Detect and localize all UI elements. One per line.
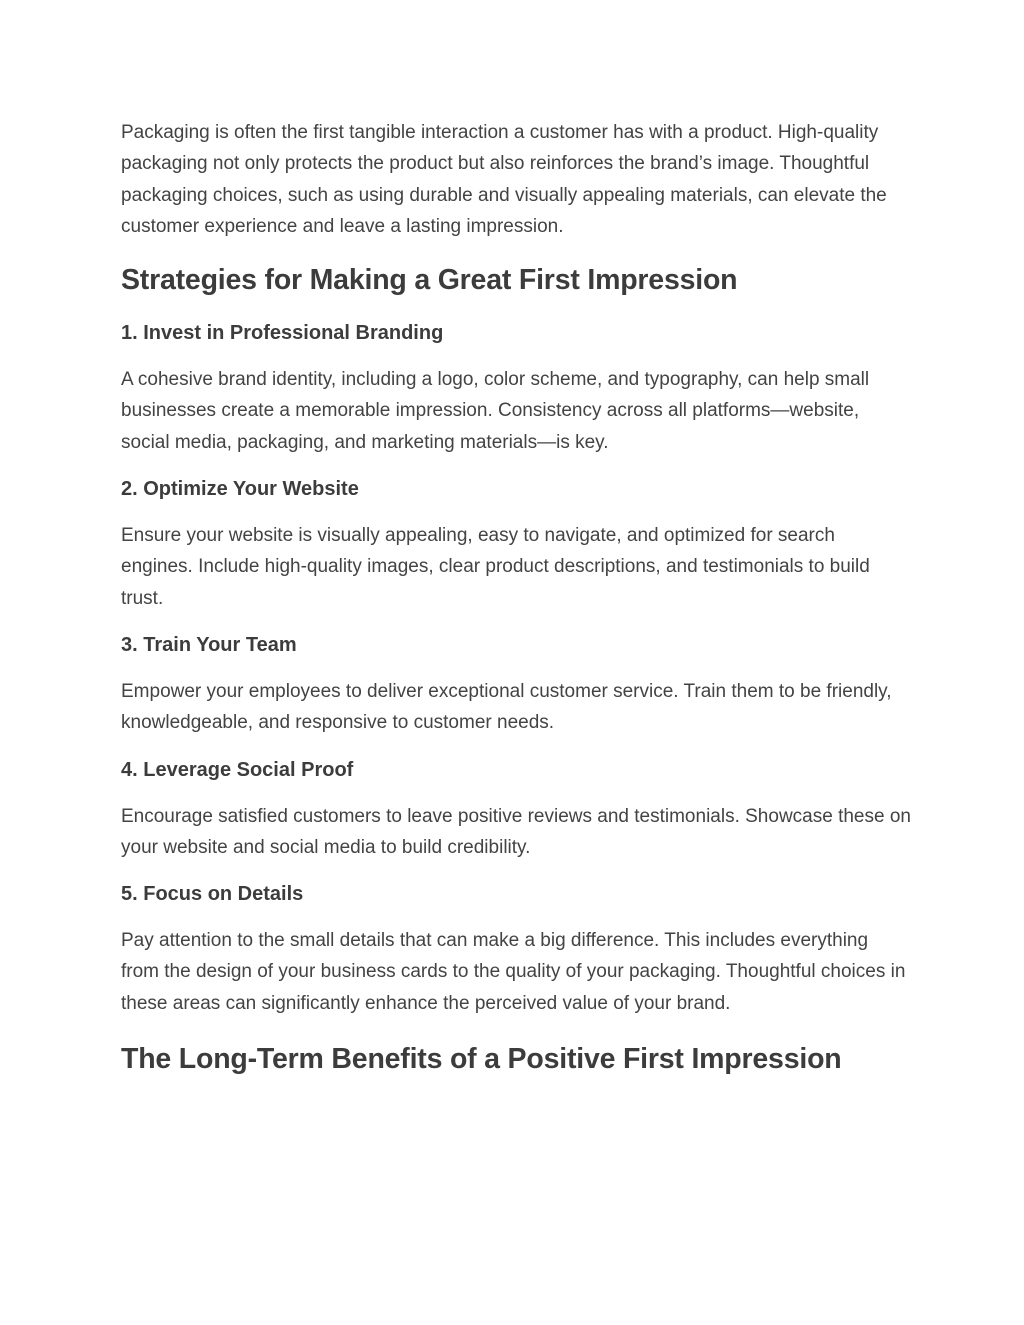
strategy-section-branding	[121, 320, 911, 458]
benefits-heading: The Long-Term Benefits of a Positive First Impression	[121, 1043, 842, 1076]
strategy-section-website	[121, 476, 911, 614]
section-body: A cohesive brand identity, including a logo, color scheme, and typography, can help small businesses create a memorable impression. Consistency across all platforms—website, social media, packaging, and marketing materials—is key.	[121, 369, 870, 453]
section-body: Pay attention to the small details that can make a big difference. This includes everything from the design of your business cards to the quality of your packaging. Thoughtful choices in these areas can significantly enhance the perceived value of your brand.	[121, 930, 906, 1014]
section-title: 2. Optimize Your Website	[121, 478, 359, 501]
strategy-section-social-proof	[121, 757, 911, 864]
document-page	[121, 117, 911, 1077]
section-title: 4. Leverage Social Proof	[121, 758, 354, 781]
section-title: 3. Train Your Team	[121, 633, 297, 656]
strategies-heading: Strategies for Making a Great First Impression	[121, 264, 738, 297]
strategy-section-details	[121, 881, 911, 1019]
section-title: 1. Invest in Professional Branding	[121, 322, 444, 345]
section-body: Ensure your website is visually appealing, easy to navigate, and optimized for search engines. Include high-quality images, clear product descriptions, and testimonials to build trust.	[121, 525, 870, 609]
intro-paragraph: Packaging is often the first tangible interaction a customer has with a product. High-quality packaging not only protects the product but also reinforces the brand’s image. Thoughtful packaging choices, such as using durable and visually appealing materials, can elevate the customer experience and leave a lasting impression.	[121, 122, 887, 237]
section-title: 5. Focus on Details	[121, 883, 304, 906]
section-body: Encourage satisfied customers to leave positive reviews and testimonials. Showcase these on your website and social media to build credibility.	[121, 805, 911, 858]
section-body: Empower your employees to deliver exceptional customer service. Train them to be friendly, knowledgeable, and responsive to customer needs.	[121, 680, 892, 734]
strategy-section-team	[121, 632, 911, 739]
